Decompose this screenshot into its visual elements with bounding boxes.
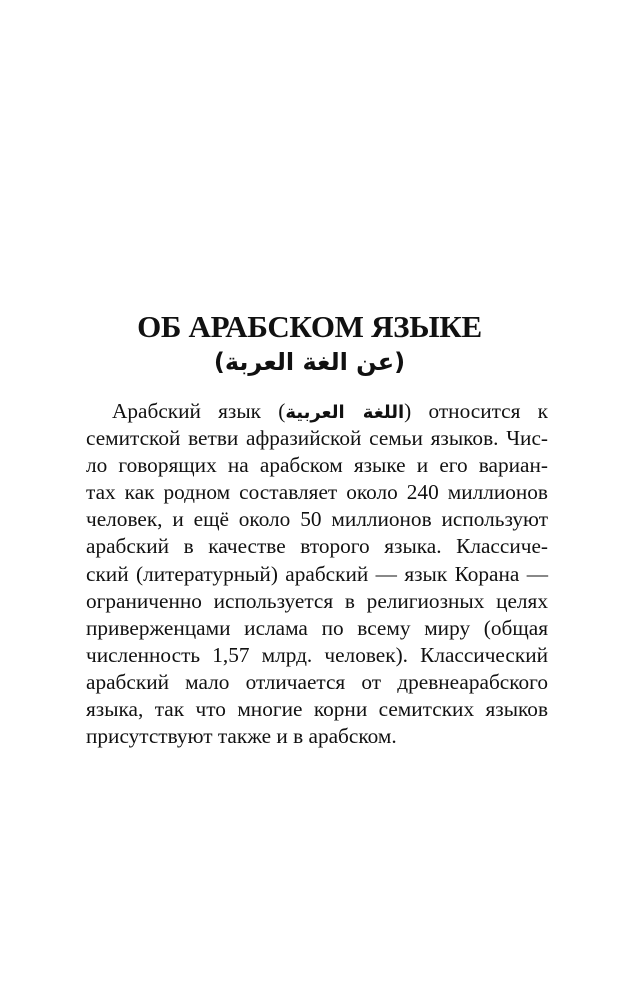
paragraph-line: арабский мало отличается от древнеарабского [86, 669, 548, 694]
paragraph-line: тах как родном составляет около 240 миллионов [86, 480, 548, 505]
paragraph-line: численность 1,57 млрд. человек). Классический [86, 642, 548, 667]
paragraph-last-line: присутствуют также и в арабском. [86, 724, 397, 749]
section-subtitle-arabic [0, 345, 619, 379]
line1-text-after: ) относится к [404, 399, 548, 423]
paragraph-line: арабский в качестве второго языка. Классиче- [86, 534, 548, 559]
paragraph-line: ограниченно используется в религиозных целях [86, 588, 548, 613]
paragraph-line: приверженцами ислама по всему миру (общая [86, 615, 548, 640]
arabic-language-name: اللغة العربية [285, 402, 405, 423]
paragraph-line: человек, и ещё около 50 миллионов используют [86, 507, 548, 532]
paragraph-line: ло говорящих на арабском языке и его вариан- [86, 453, 548, 478]
section-title: ОБ АРАБСКОМ ЯЗЫКЕ [137, 309, 482, 344]
paragraph-line: языка, так что многие корни семитских языков [86, 697, 548, 722]
paragraph-line: семитской ветви афразийской семьи языков. Чис- [86, 426, 548, 451]
section-heading [0, 309, 619, 379]
subtitle-open-paren: ( [213, 348, 225, 376]
subtitle-close-paren: ) [394, 348, 406, 376]
paragraph-line: ский (литературный) арабский — язык Корана — [86, 561, 548, 586]
line1-text-before: Арабский язык ( [112, 399, 286, 423]
body-paragraph [86, 398, 548, 750]
subtitle-arabic-text: عن الغة العربة [224, 348, 395, 376]
paragraph-line [86, 398, 548, 425]
